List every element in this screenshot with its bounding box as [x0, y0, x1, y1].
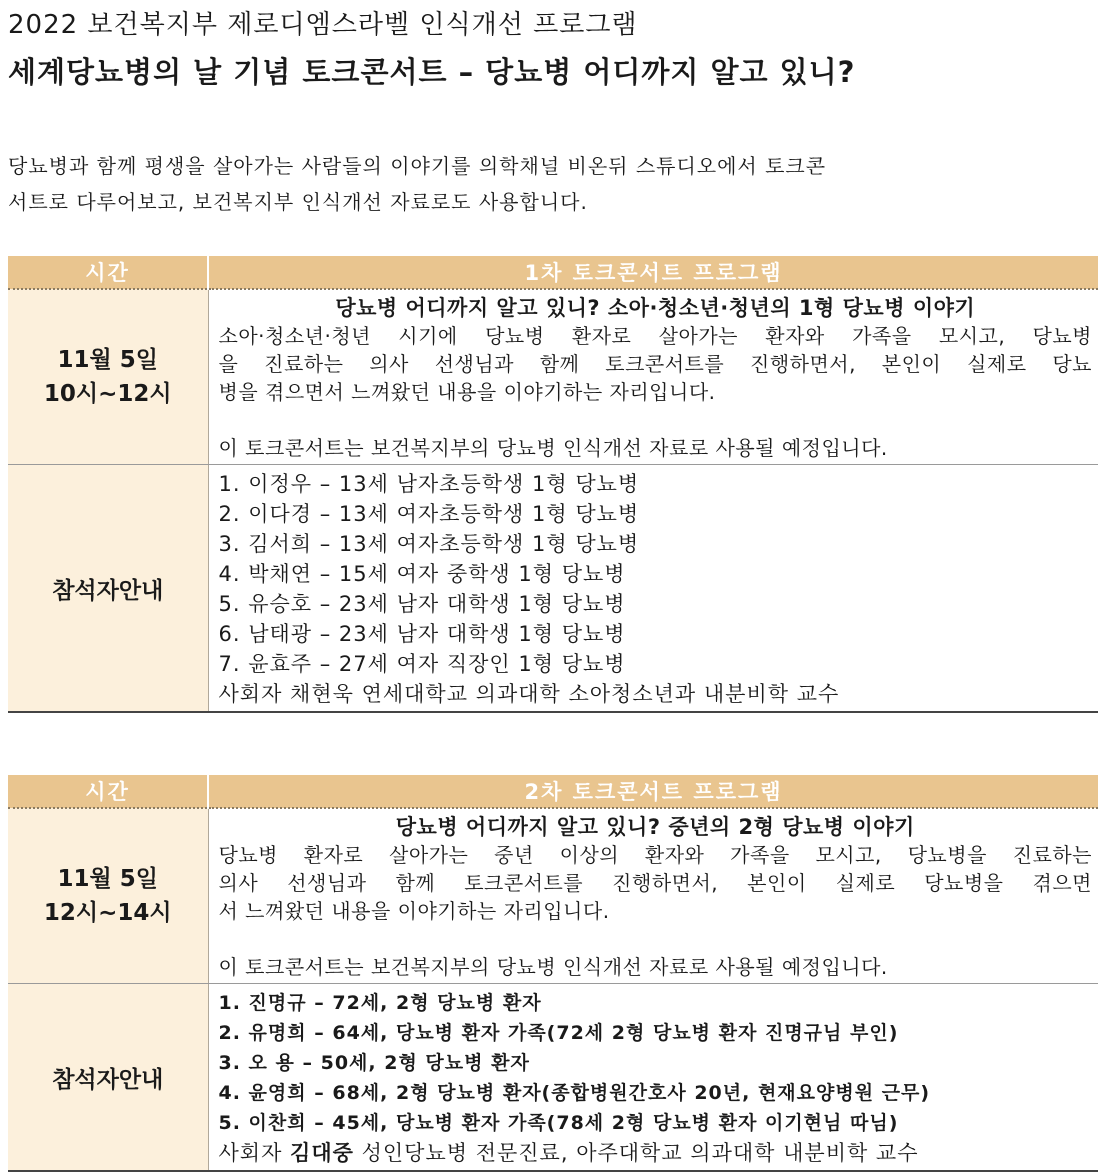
program1-desc-line: 소아·청소년·청년 시기에 당뇨병 환자로 살아가는 환자와 가족을 모시고, 당뇨병 — [218, 324, 1092, 348]
program1-participants-cell — [208, 465, 1098, 713]
program2-subtitle: 당뇨병 어디까지 알고 있니? 중년의 2형 당뇨병 이야기 — [395, 815, 915, 839]
participant-item: 2. 유명희 – 64세, 당뇨병 환자 가족(72세 2형 당뇨병 환자 진명규님 부인) — [218, 1022, 899, 1044]
program2-desc-line: 서 느껴왔던 내용을 이야기하는 자리입니다. — [218, 899, 610, 923]
event-title: 세계당뇨병의 날 기념 토크콘서트 – 당뇨병 어디까지 알고 있니? — [8, 55, 856, 89]
participant-item: 1. 이정우 – 13세 남자초등학생 1형 당뇨병 — [218, 472, 640, 496]
moderator-prefix: 사회자 — [218, 1141, 283, 1165]
participant-item: 5. 유승호 – 23세 남자 대학생 1형 당뇨병 — [218, 592, 626, 616]
program2-header-title: 2차 토크콘서트 프로그램 — [208, 775, 1098, 808]
program2-note: 이 토크콘서트는 보건복지부의 당뇨병 인식개선 자료로 사용될 예정입니다. — [218, 955, 888, 979]
program1-date: 11월 5일 — [57, 347, 158, 373]
participant-item: 7. 윤효주 – 27세 여자 직장인 1형 당뇨병 — [218, 652, 626, 676]
program1-subtitle: 당뇨병 어디까지 알고 있니? 소아·청소년·청년의 1형 당뇨병 이야기 — [335, 296, 976, 320]
participant-item: 5. 이찬희 – 45세, 당뇨병 환자 가족(78세 2형 당뇨병 환자 이기현님 따님) — [218, 1112, 899, 1134]
program1-header-title: 1차 토크콘서트 프로그램 — [208, 256, 1098, 289]
program1-description-cell — [208, 289, 1098, 465]
program2-description-cell — [208, 808, 1098, 984]
program2-moderator — [219, 1138, 1093, 1168]
participant-item: 1. 진명규 – 72세, 2형 당뇨병 환자 — [218, 992, 542, 1014]
participant-item: 6. 남태광 – 23세 남자 대학생 1형 당뇨병 — [218, 622, 626, 646]
participant-item: 4. 윤영희 – 68세, 2형 당뇨병 환자(종합병원간호사 20년, 현재요양병원 근무) — [218, 1082, 931, 1104]
intro-line: 서트로 다루어보고, 보건복지부 인식개선 자료로도 사용합니다. — [8, 190, 588, 214]
program2-schedule-cell — [8, 808, 208, 984]
program1-desc-line: 을 진료하는 의사 선생님과 함께 토크콘서트를 진행하면서, 본인이 실제로 당뇨 — [218, 352, 1092, 376]
program2-date: 11월 5일 — [57, 866, 158, 892]
program2-desc-line: 당뇨병 환자로 살아가는 중년 이상의 환자와 가족을 모시고, 당뇨병을 진료하는 — [218, 843, 1092, 867]
program2-desc-line: 의사 선생님과 함께 토크콘서트를 진행하면서, 본인이 실제로 당뇨병을 겪으면 — [218, 871, 1092, 895]
program1-header-time: 시간 — [8, 256, 208, 289]
moderator-affiliation: 성인당뇨병 전문진료, 아주대학교 의과대학 내분비학 교수 — [361, 1141, 919, 1165]
program1-table — [8, 256, 1098, 713]
program-series-title: 2022 보건복지부 제로디엠스라벨 인식개선 프로그램 — [8, 10, 638, 40]
intro-line: 당뇨병과 함께 평생을 살아가는 사람들의 이야기를 의학채널 비온뒤 스튜디오에서 토크콘 — [8, 154, 827, 178]
participant-item: 3. 오 용 – 50세, 2형 당뇨병 환자 — [218, 1052, 530, 1074]
participant-item: 4. 박채연 – 15세 여자 중학생 1형 당뇨병 — [218, 562, 626, 586]
program1-desc-line: 병을 겪으면서 느껴왔던 내용을 이야기하는 자리입니다. — [218, 380, 716, 404]
program1-schedule-cell — [8, 289, 208, 465]
program2-participants-label: 참석자안내 — [8, 984, 208, 1172]
program1-moderator: 사회자 채현욱 연세대학교 의과대학 소아청소년과 내분비학 교수 — [218, 682, 840, 706]
program1-participants-label: 참석자안내 — [8, 465, 208, 713]
program1-note: 이 토크콘서트는 보건복지부의 당뇨병 인식개선 자료로 사용될 예정입니다. — [218, 436, 888, 460]
program2-time: 12시~14시 — [43, 900, 172, 926]
program1-time: 10시~12시 — [43, 381, 172, 407]
program2-participant-list — [219, 988, 1093, 1168]
program2-table — [8, 775, 1098, 1172]
program2-header-time: 시간 — [8, 775, 208, 808]
intro-paragraph — [8, 148, 826, 220]
program2-participants-cell — [208, 984, 1098, 1172]
program1-participant-list — [219, 469, 1093, 709]
participant-item: 2. 이다경 – 13세 여자초등학생 1형 당뇨병 — [218, 502, 640, 526]
participant-item: 3. 김서희 – 13세 여자초등학생 1형 당뇨병 — [218, 532, 640, 556]
moderator-name: 김대중 — [290, 1141, 354, 1165]
